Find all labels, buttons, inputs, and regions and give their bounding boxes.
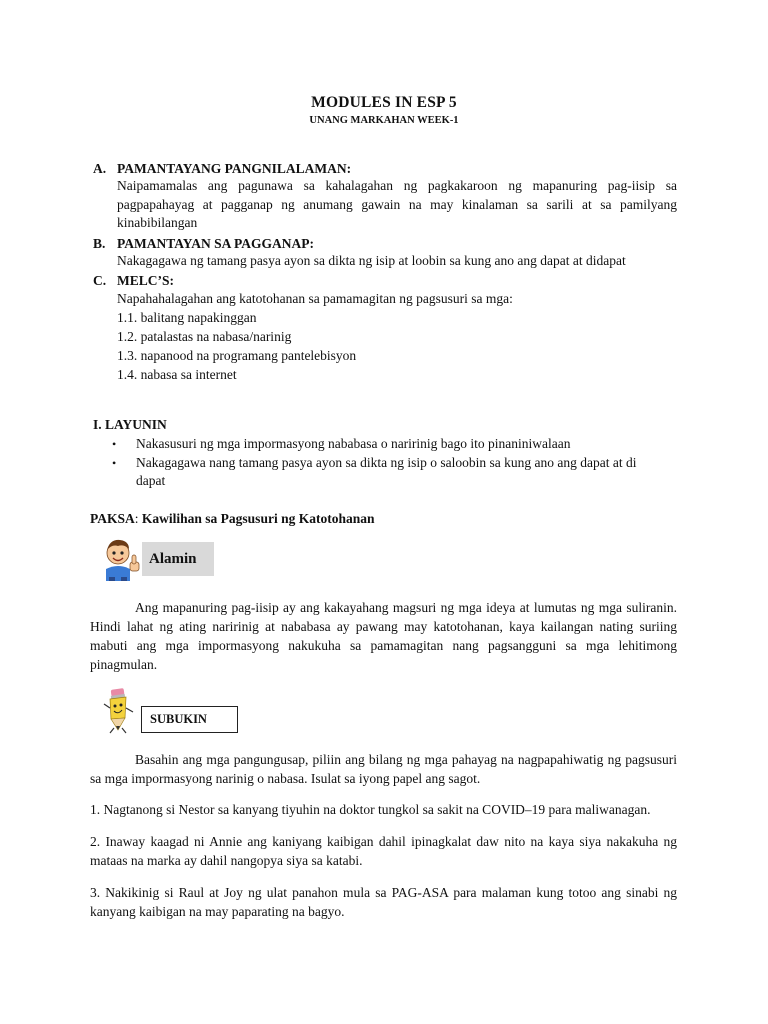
subukin-label: SUBUKIN — [141, 706, 238, 733]
layunin-heading: I. LAYUNIN — [93, 417, 167, 432]
section-a-letter: A. — [93, 161, 107, 176]
section-a-title: PAMANTAYANG PANGNILALAMAN: — [117, 161, 352, 176]
layunin-list — [112, 435, 652, 491]
section-c — [93, 273, 677, 384]
thumbs-up-boy-icon — [96, 535, 146, 581]
section-b — [93, 236, 677, 271]
paksa-label: PAKSA — [90, 511, 135, 526]
document-subtitle: UNANG MARKAHAN WEEK-1 — [309, 115, 459, 126]
alamin-header — [96, 535, 216, 581]
paksa-separator: : — [134, 511, 142, 526]
section-a-heading — [93, 161, 677, 177]
alamin-paragraph: Ang mapanuring pag-iisip ay ang kakayahang magsuri ng mga ideya at lumutas ng mga suliranin. Hindi lahat ng ating naririnig at nababasa ay pawang may katotohanan, kaya kailangan nating suriing mabuti ang mga impormasyong nakukuha sa pamamagitan nang pagsangguni sa mga lehitimong pinagmulan. — [90, 600, 677, 672]
section-c-intro: Napahahalagahan ang katotohanan sa pamamagitan ng pagsusuri sa mga: — [117, 291, 513, 306]
melc-item: 1.3. napanood na programang pantelebisyon — [117, 348, 357, 363]
alamin-label: Alamin — [142, 542, 214, 576]
subukin-item: 1. Nagtanong si Nestor sa kanyang tiyuhin na doktor tungkol sa sakit na COVID–19 para maliwanagan. — [90, 802, 651, 817]
subukin-item: 2. Inaway kaagad ni Annie ang kaniyang kaibigan dahil ipinagkalat daw nito na kaya siya nakakuha ng mataas na marka ay dahil nangopya siya sa katabi. — [90, 834, 677, 868]
section-b-body: Nakagagawa ng tamang pasya ayon sa dikta ng isip at loobin sa kung ano ang dapat at didapat — [117, 253, 626, 268]
layunin-bullet: • Nakasusuri ng mga impormasyong nababasa o naririnig bago ito pinaniniwalaan — [112, 435, 652, 454]
paksa-title: Kawilihan sa Pagsusuri ng Katotohanan — [141, 511, 375, 526]
subukin-header — [98, 688, 243, 734]
melc-item: 1.4. nabasa sa internet — [117, 367, 237, 382]
section-b-letter: B. — [93, 236, 106, 251]
section-a — [93, 161, 677, 233]
layunin-bullet: • Nakagagawa nang tamang pasya ayon sa dikta ng isip o saloobin sa kung ano ang dapat at di dapat — [112, 454, 652, 491]
melc-item: 1.2. patalastas na nabasa/narinig — [117, 329, 292, 344]
paksa-line — [90, 511, 374, 527]
section-a-body: Naipamamalas ang pagunawa sa kahalagahan ng pagkakaroon ng mapanuring pag-iisip sa pagpapahayag at pagganap ng anumang gawain na may kinalaman sa sarili at sa pamilyang kinabibilangan — [117, 178, 677, 230]
pencil-mascot-icon — [98, 688, 140, 734]
subukin-item: 3. Nakikinig si Raul at Joy ng ulat panahon mula sa PAG-ASA para malaman kung totoo ang sinabi ng kanyang kaibigan na may paparating na bagyo. — [90, 885, 677, 919]
section-b-heading — [93, 236, 677, 252]
section-c-heading — [93, 273, 677, 289]
melc-item: 1.1. balitang napakinggan — [117, 310, 257, 325]
section-b-title: PAMANTAYAN SA PAGGANAP: — [117, 236, 315, 251]
section-c-letter: C. — [93, 273, 107, 288]
subukin-instructions: Basahin ang mga pangungusap, piliin ang bilang ng mga pahayag na nagpapahiwatig ng pagsusuri sa mga impormasyong narinig o nabasa. Isulat sa iyong papel ang sagot. — [90, 752, 677, 786]
document-title: MODULES IN ESP 5 — [311, 94, 457, 111]
section-c-title: MELC’S: — [117, 273, 174, 288]
